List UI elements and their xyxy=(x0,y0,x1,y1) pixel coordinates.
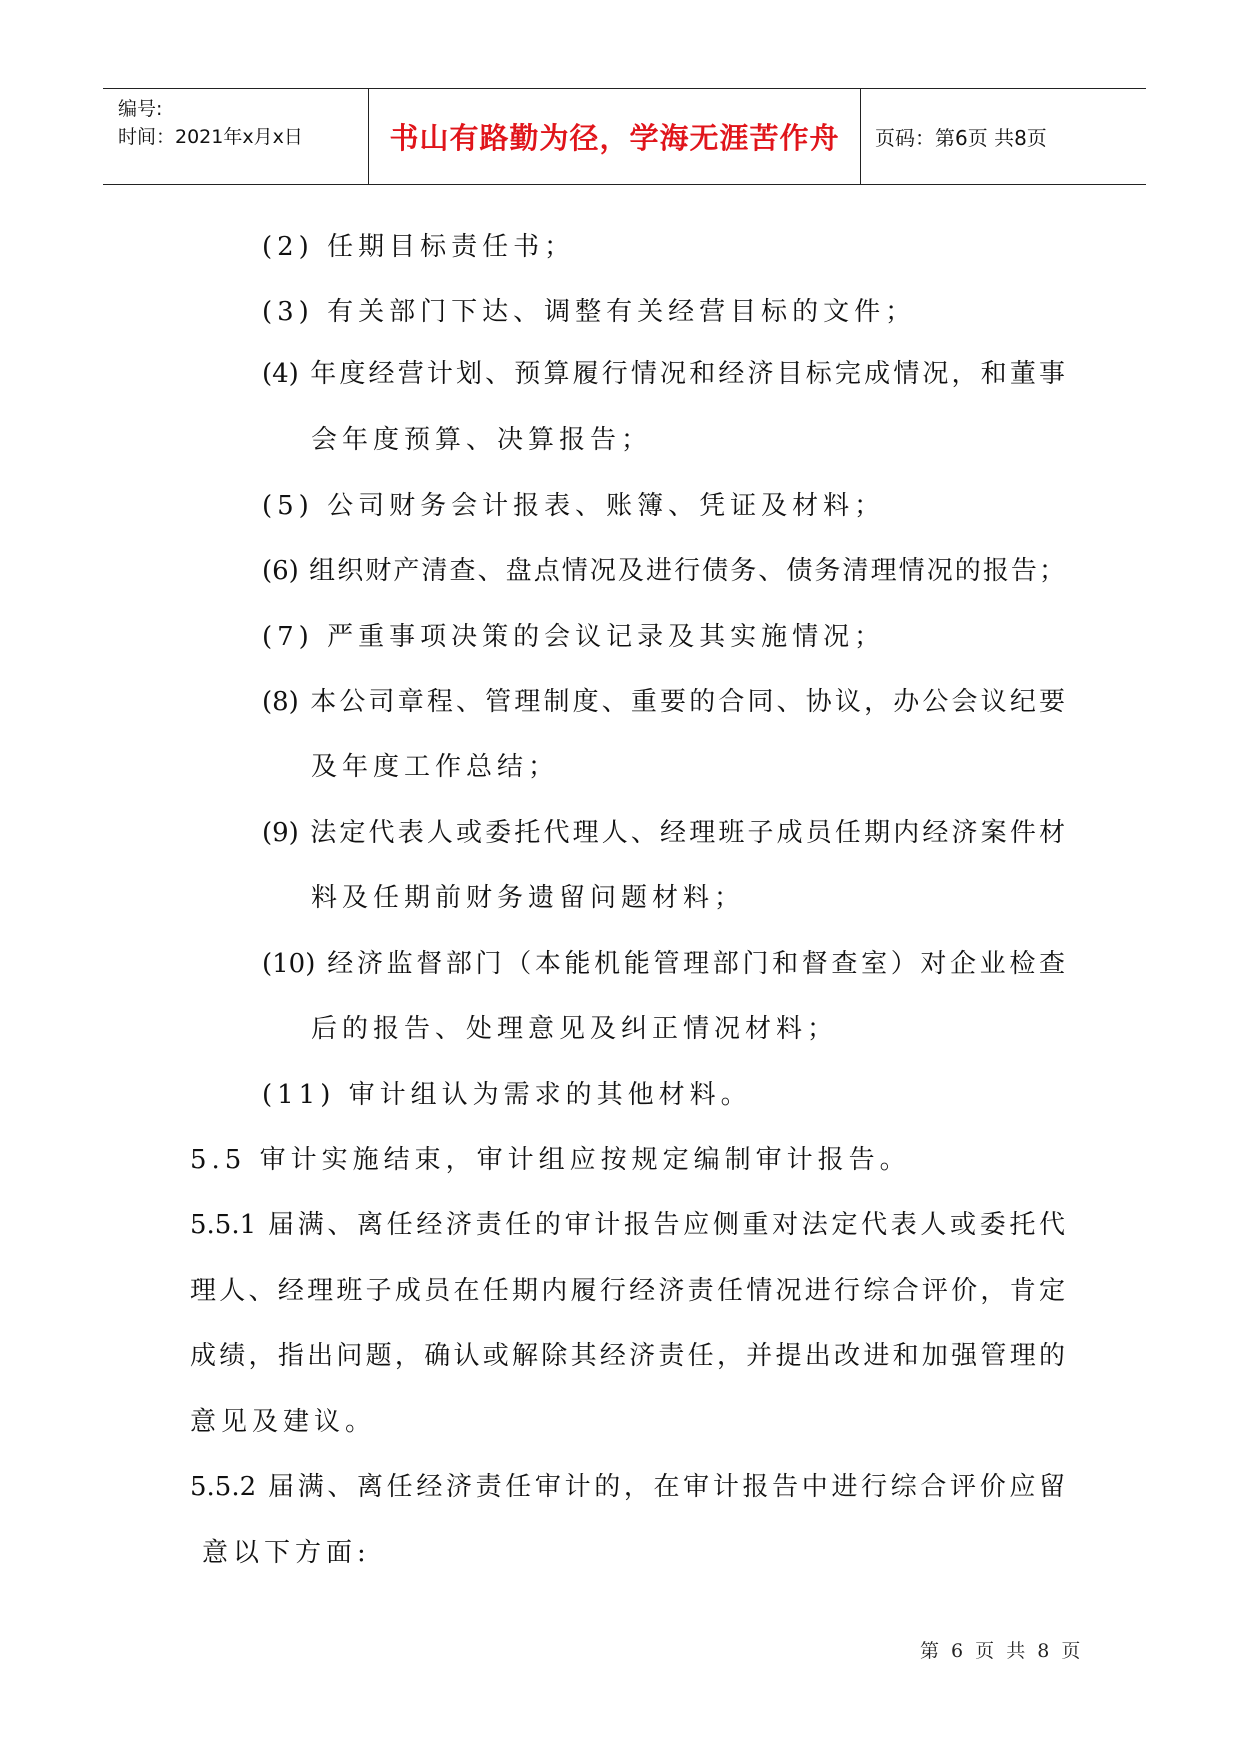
header-motto: 书山有路勤为径，学海无涯苦作舟 xyxy=(389,121,840,155)
list-item: (7) 严重事项决策的会议记录及其实施情况； xyxy=(262,622,886,652)
list-item: (2) 任期目标责任书； xyxy=(262,232,576,262)
section-paragraph: 意以下方面: xyxy=(202,1538,371,1568)
list-item: (8) 本公司章程、管理制度、重要的合同、协议，办公会议纪要 xyxy=(262,687,1065,717)
list-item: (9) 法定代表人或委托代理人、经理班子成员任期内经济案件材 xyxy=(262,818,1065,848)
list-item-continuation: 料及任期前财务遗留问题材料； xyxy=(311,883,746,913)
list-item: (5) 公司财务会计报表、账簿、凭证及材料； xyxy=(262,491,886,521)
section-paragraph: 5.5.1 届满、离任经济责任的审计报告应侧重对法定代表人或委托代 xyxy=(190,1210,1065,1240)
list-item-continuation: 及年度工作总结； xyxy=(311,752,560,782)
page-footer: 第 6 页 共 8 页 xyxy=(920,1640,1084,1662)
page-header xyxy=(103,88,1146,185)
section-paragraph: 成绩，指出问题，确认或解除其经济责任，并提出改进和加强管理的 xyxy=(190,1341,1065,1371)
section-paragraph: 意见及建议。 xyxy=(190,1407,377,1437)
header-divider xyxy=(860,89,861,184)
header-info xyxy=(118,95,303,151)
list-item: (6) 组织财产清查、盘点情况及进行债务、债务清理情况的报告； xyxy=(262,556,1065,586)
document-number-label: 编号: xyxy=(118,98,163,120)
list-item-continuation: 后的报告、处理意见及纠正情况材料； xyxy=(311,1014,839,1044)
section-paragraph: 理人、经理班子成员在任期内履行经济责任情况进行综合评价，肯定 xyxy=(190,1276,1065,1306)
section-paragraph: 5.5.2 届满、离任经济责任审计的，在审计报告中进行综合评价应留 xyxy=(190,1472,1065,1502)
list-item-continuation: 会年度预算、决算报告； xyxy=(311,425,653,455)
list-item: (11) 审计组认为需求的其他材料。 xyxy=(262,1080,752,1110)
document-time-label: 时间：2021年x月x日 xyxy=(118,126,303,148)
header-page-label: 页码：第6页 共8页 xyxy=(875,126,1047,150)
section-paragraph: 5.5 审计实施结束，审计组应按规定编制审计报告。 xyxy=(190,1145,911,1175)
list-item: (4) 年度经营计划、预算履行情况和经济目标完成情况，和董事 xyxy=(262,359,1065,389)
list-item: (10) 经济监督部门（本能机能管理部门和督查室）对企业检查 xyxy=(262,949,1065,979)
list-item: (3) 有关部门下达、调整有关经营目标的文件； xyxy=(262,297,917,327)
